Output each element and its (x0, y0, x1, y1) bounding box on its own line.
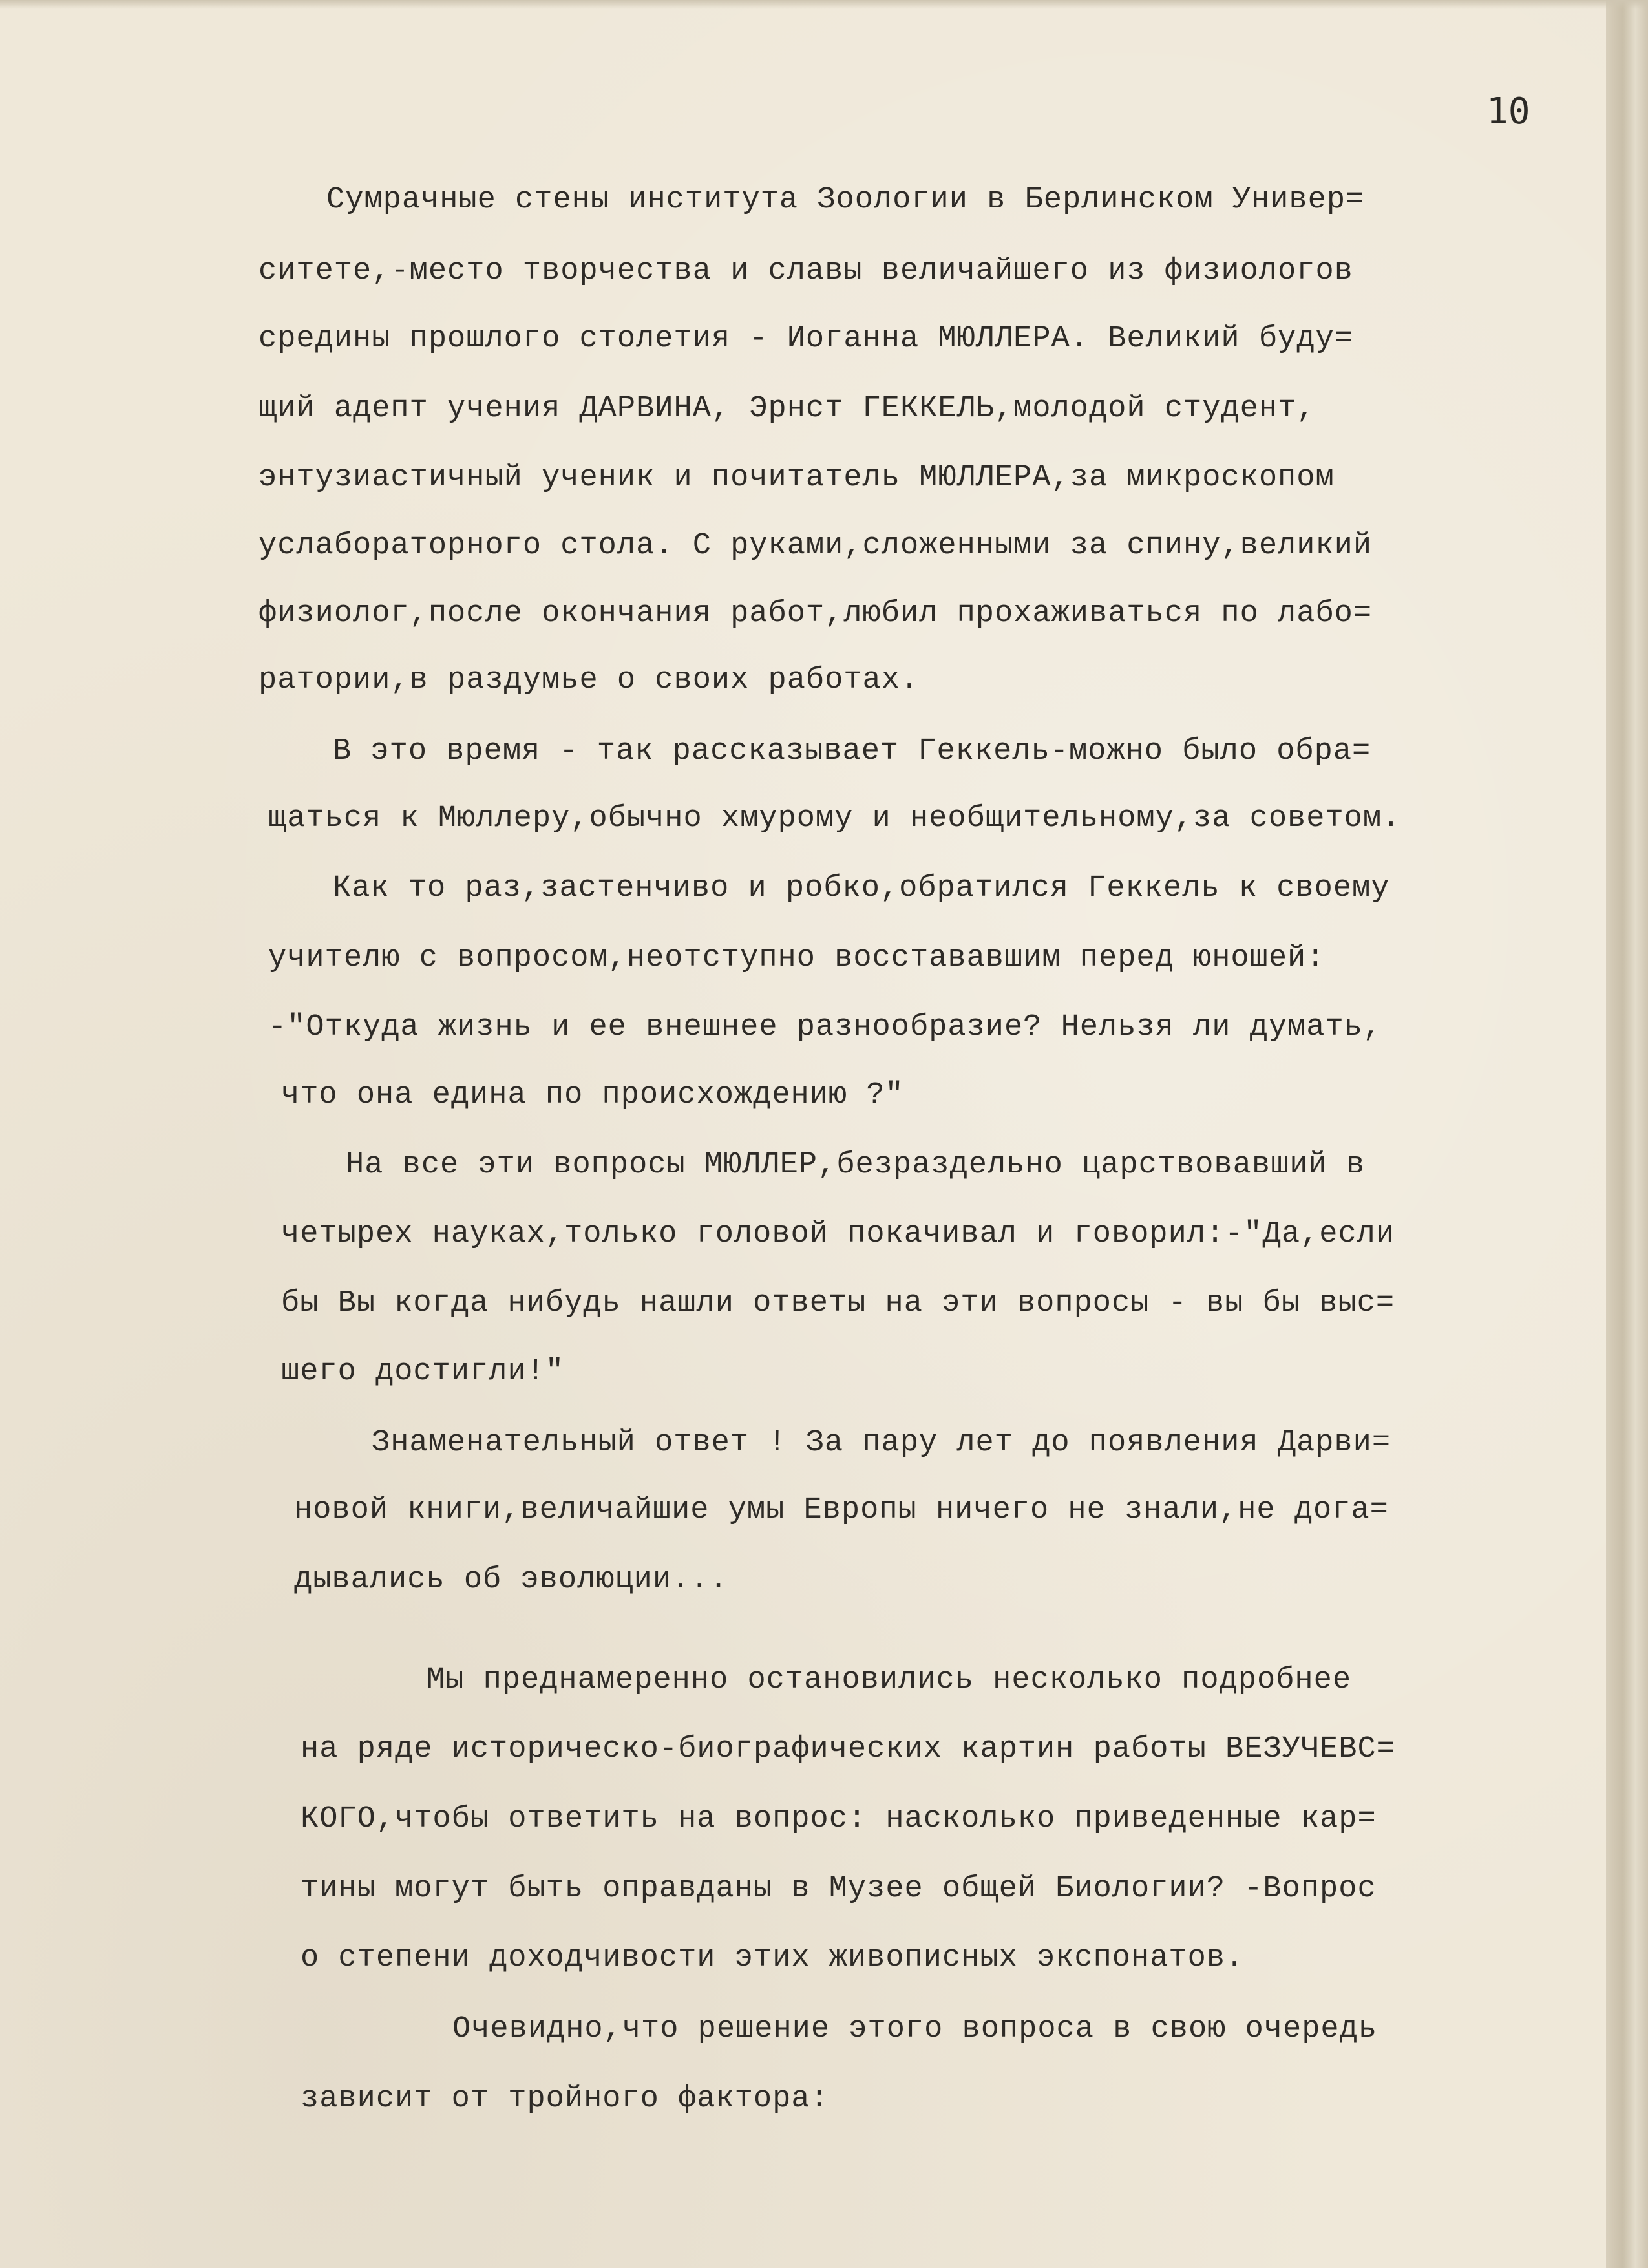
text-line: новой книги,величайшие умы Европы ничего не знали,не дога= (294, 1493, 1389, 1527)
text-line: средины прошлого столетия - Иоганна МЮЛЛЕРА. Великий буду= (259, 322, 1353, 356)
text-line: ситете,-место творчества и славы величайшего из физиологов (259, 254, 1353, 288)
text-line: дывались об эволюции... (294, 1563, 728, 1597)
text-line: о степени доходчивости этих живописных экспонатов. (301, 1941, 1245, 1975)
text-line: на ряде историческо-биографических картин работы ВЕЗУЧЕВС= (301, 1732, 1395, 1766)
text-line: услабораторного стола. С руками,сложенными за спину,великий (259, 529, 1373, 563)
text-line: бы Вы когда нибудь нашли ответы на эти вопросы - вы бы выс= (281, 1286, 1395, 1320)
text-line: щаться к Мюллеру,обычно хмурому и необщительному,за советом. (268, 801, 1401, 836)
text-line: физиолог,после окончания работ,любил прохаживаться по лабо= (259, 597, 1373, 631)
text-line: КОГО,чтобы ответить на вопрос: насколько приведенные кар= (301, 1802, 1377, 1836)
page-edge (1606, 0, 1648, 2268)
text-line: Очевидно,что решение этого вопроса в свою очередь (452, 2012, 1378, 2046)
page-top-edge (0, 0, 1648, 9)
text-line: тины могут быть оправданы в Музее общей Биологии? -Вопрос (301, 1872, 1377, 1906)
text-line: четырех науках,только головой покачивал и говорил:-"Да,если (281, 1217, 1395, 1251)
text-line: Сумрачные стены института Зоологии в Берлинском Универ= (326, 183, 1365, 217)
text-line: Знаменательный ответ ! За пару лет до появления Дарви= (372, 1426, 1391, 1460)
text-line: энтузиастичный ученик и почитатель МЮЛЛЕРА,за микроскопом (259, 461, 1335, 495)
text-line: шего достигли!" (281, 1355, 565, 1389)
text-line: ратории,в раздумье о своих работах. (259, 663, 920, 697)
text-line: На все эти вопросы МЮЛЛЕР,безраздельно царствовавший в (346, 1148, 1366, 1182)
text-line: В это время - так рассказывает Геккель-можно было обра= (333, 734, 1371, 768)
text-line: что она едина по происхождению ?" (281, 1078, 904, 1112)
text-line: щий адепт учения ДАРВИНА, Эрнст ГЕККЕЛЬ,молодой студент, (259, 392, 1316, 426)
text-line: -"Откуда жизнь и ее внешнее разнообразие? Нельзя ли думать, (268, 1010, 1382, 1044)
text-line: Мы преднамеренно остановились несколько подробнее (427, 1663, 1352, 1697)
text-line: зависит от тройного фактора: (301, 2082, 829, 2116)
text-line: учителю с вопросом,неотступно восстававшим перед юношей: (268, 941, 1326, 975)
text-line: Как то раз,застенчиво и робко,обратился Геккель к своему (333, 871, 1390, 906)
page-number: 10 (1486, 90, 1530, 132)
